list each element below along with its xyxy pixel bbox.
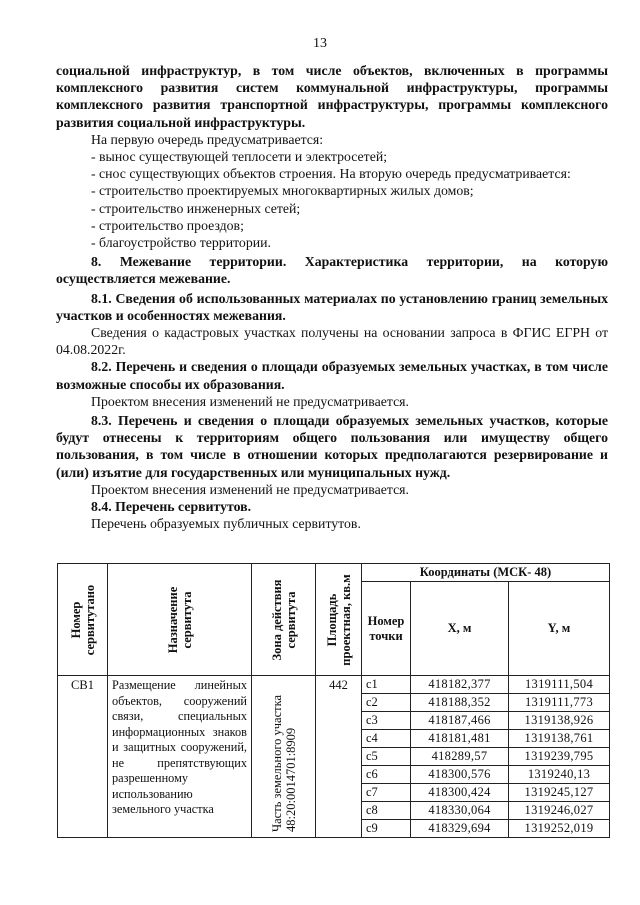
point-name: с6 [362,766,411,784]
point-name: с3 [362,712,411,730]
table-caption: Перечень образуемых публичных сервитутов. [91,516,361,532]
header-point: Номер точки [362,582,411,676]
list-item: - строительство инженерных сетей; [91,200,301,216]
point-y: 1319240,13 [509,766,610,784]
point-y: 1319239,795 [509,748,610,766]
section-heading: 8.3. Перечень и сведения о площади образуемых земельных участков, которые будут отнесены к территориям общего пользования или имуществу общего пользования, в том числе в отношении которых предполагаются резервирование и (или) изъятие для государственных или муниципальных нужд. [56,413,608,480]
servitude-zone: Часть земельного участка 48:20:0014701:8909 [269,694,298,832]
point-name: с8 [362,802,411,820]
point-x: 418300,576 [411,766,509,784]
header-purpose: Назначение сервитута [108,564,252,676]
servitude-number: СВ1 [58,676,108,838]
page-number: 13 [313,36,327,51]
point-name: с2 [362,694,411,712]
header-coordinates: Координаты (МСК- 48) [362,564,610,582]
point-name: с7 [362,784,411,802]
point-y: 1319111,504 [509,676,610,694]
servitude-zone-cell [252,676,316,838]
list-item: - строительство проектируемых многоквартирных жилых домов; [91,183,474,199]
point-x: 418289,57 [411,748,509,766]
servitude-purpose: Размещение линейных объектов, сооружений связи, специальных информационных знаков и защитных сооружений, не препятствующих разрешенному использованию земельного участка [108,676,252,838]
header-zone: Зона действия сервитута [252,564,316,676]
list-item: - благоустройство территории. [91,235,271,251]
list-item: - снос существующих объектов строения. На вторую очередь предусматривается: [91,166,571,182]
point-y: 1319246,027 [509,802,610,820]
section-heading: 8.1. Сведения об использованных материалах по установлению границ земельных участков и особенностях межевания. [56,290,608,323]
table-row [58,676,610,694]
point-x: 418182,377 [411,676,509,694]
point-x: 418188,352 [411,694,509,712]
section-heading: 8.4. Перечень сервитутов. [91,499,252,515]
point-x: 418330,064 [411,802,509,820]
point-y: 1319138,926 [509,712,610,730]
point-x: 418187,466 [411,712,509,730]
servitude-table [57,563,610,838]
header-number: Номер сервитутано [58,564,108,676]
point-name: с4 [362,730,411,748]
servitude-area: 442 [316,676,362,838]
paragraph: Сведения о кадастровых участках получены на основании запроса в ФГИС ЕГРН от 04.08.2022г. [56,325,608,358]
section-heading: 8.2. Перечень и сведения о площади образуемых земельных участках, в том числе возможные способы их образования. [56,359,608,392]
point-x: 418181,481 [411,730,509,748]
point-x: 418329,694 [411,820,509,838]
point-name: с1 [362,676,411,694]
point-x: 418300,424 [411,784,509,802]
point-y: 1319111,773 [509,694,610,712]
section-heading: 8. Межевание территории. Характеристика территории, на которую осуществляется межевание. [56,254,608,287]
point-name: с9 [362,820,411,838]
list-item: - вынос существующей теплосети и электросетей; [91,149,388,165]
document-body [56,62,608,532]
point-y: 1319138,761 [509,730,610,748]
paragraph: На первую очередь предусматривается: [91,131,324,147]
paragraph-bold: социальной инфраструктур, в том числе объектов, включенных в программы комплексного развития систем коммунальной инфраструктуры, программы комплексного развития транспортной инфраструктуры, программы комплексного развития социальной инфраструктуры. [56,63,608,130]
list-item: - строительство проездов; [91,217,244,233]
header-y: Y, м [509,582,610,676]
point-y: 1319252,019 [509,820,610,838]
header-area: Площадь проектная, кв.м [316,564,362,676]
point-name: с5 [362,748,411,766]
paragraph: Проектом внесения изменений не предусматривается. [91,393,409,409]
header-x: X, м [411,582,509,676]
paragraph: Проектом внесения изменений не предусматривается. [91,481,409,497]
point-y: 1319245,127 [509,784,610,802]
